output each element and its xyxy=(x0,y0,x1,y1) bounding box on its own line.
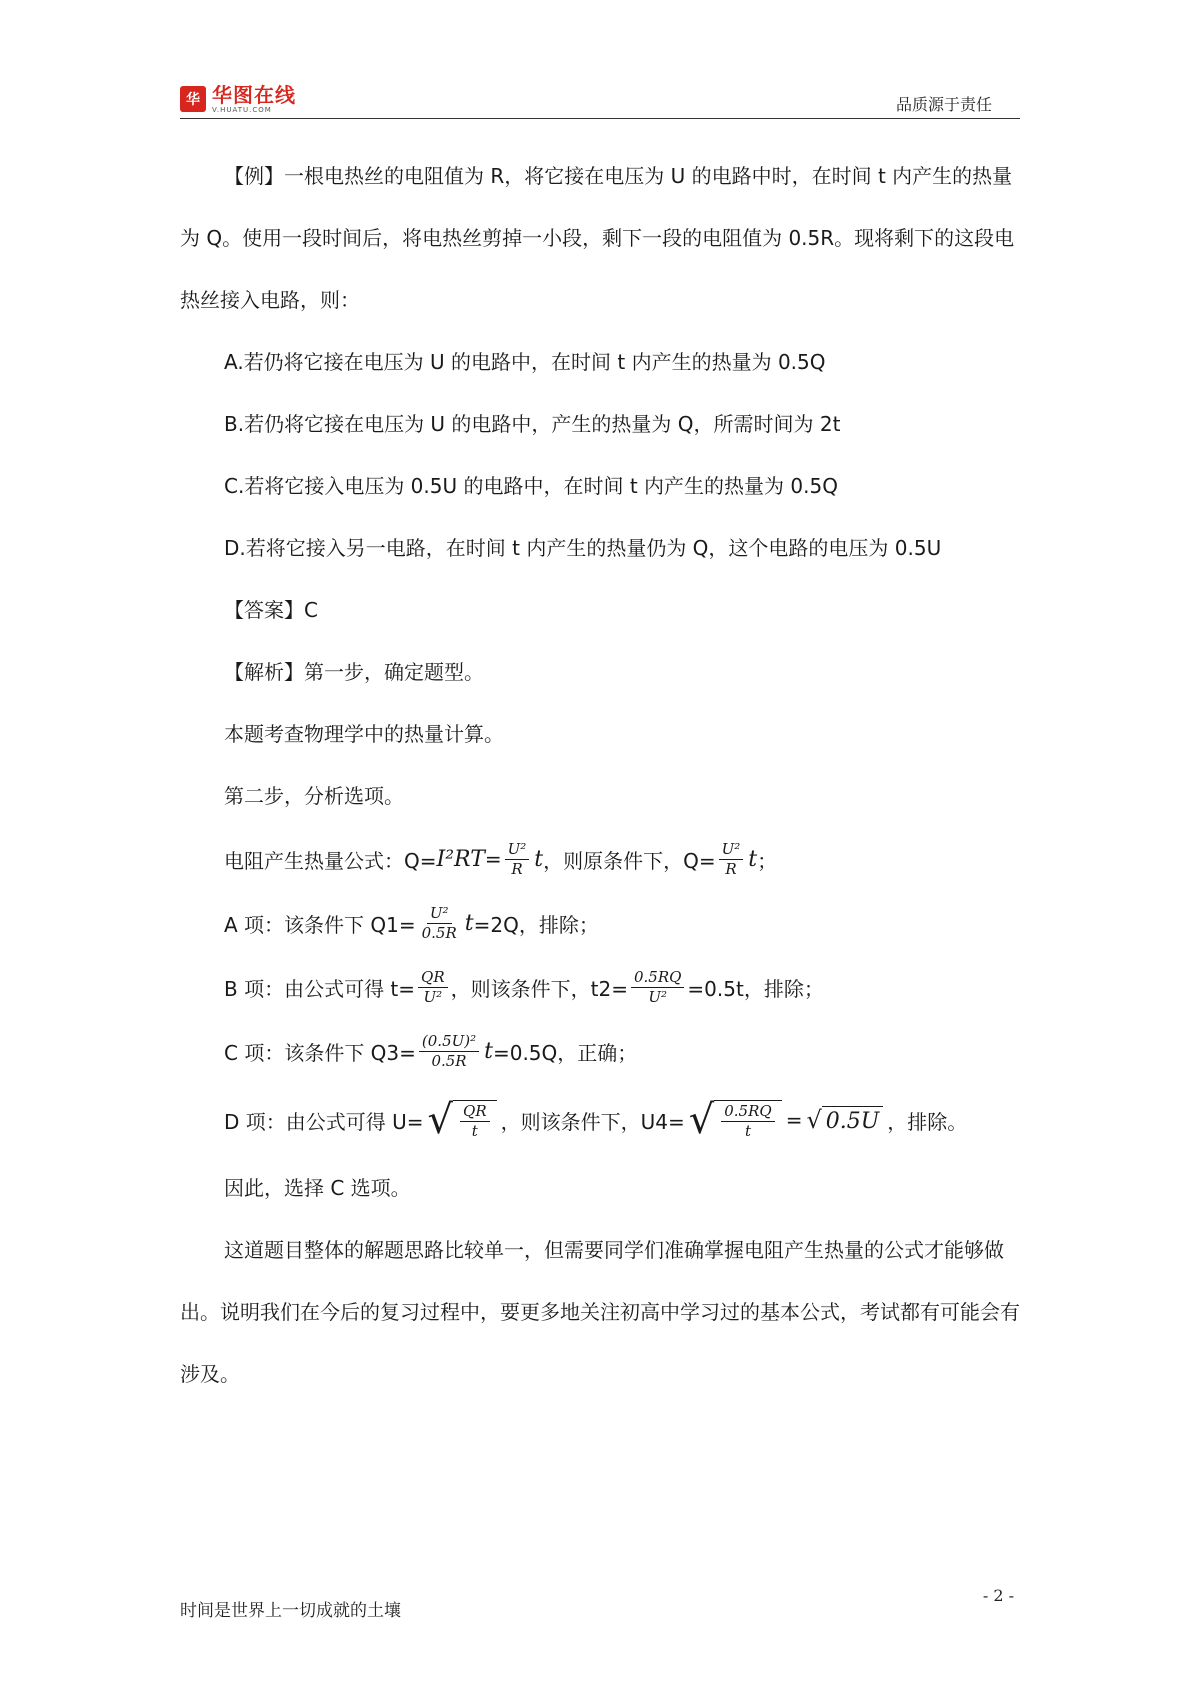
formula-text: C 项：该条件下 Q3= xyxy=(224,1040,416,1065)
logo-mark-icon: 华 xyxy=(180,86,206,112)
formula-text: = xyxy=(484,847,502,871)
formula-text: =0.5Q，正确； xyxy=(492,1040,638,1065)
option-a: A.若仍将它接在电压为 U 的电路中，在时间 t 内产生的热量为 0.5Q xyxy=(224,350,826,374)
formula-t: t xyxy=(534,846,544,872)
fraction: $\frac{0.5RQ}{t}$ xyxy=(721,1103,774,1140)
formula-heat xyxy=(180,827,1020,891)
footer-motto: 时间是世界上一切成就的土壤 xyxy=(180,1601,401,1621)
analysis-step1: 【解析】第一步，确定题型。 xyxy=(224,660,484,684)
analysis-step2: 第二步，分析选项。 xyxy=(224,784,404,808)
answer: 【答案】C xyxy=(224,598,318,622)
header-slogan: 品质源于责任 xyxy=(895,95,992,114)
square-root: √ 0.5U xyxy=(806,1106,883,1134)
fraction: $\frac{\text{(0.5U)²}}{0.5R}$ xyxy=(419,1033,479,1070)
fraction: $\frac{\text{U²}}{R}$ xyxy=(505,841,530,878)
formula-text: = xyxy=(785,1108,803,1132)
fraction: $\frac{0.5RQ}{\text{U²}}$ xyxy=(631,969,684,1006)
fraction: $\frac{QR}{t}$ xyxy=(460,1103,490,1140)
formula-option-d xyxy=(180,1083,1020,1157)
formula-text: 电阻产生热量公式：Q= xyxy=(224,848,437,873)
formula-text: ； xyxy=(757,848,778,873)
fraction: $\frac{QR}{\text{U²}}$ xyxy=(418,969,448,1006)
formula-t: t xyxy=(464,910,474,936)
option-d: D.若将它接入另一电路，在时间 t 内产生的热量仍为 Q，这个电路的电压为 0.5U xyxy=(224,536,942,560)
square-root xyxy=(689,1096,782,1144)
radical-sign-icon: √ xyxy=(427,1097,454,1143)
radical-sign-icon: √ xyxy=(688,1097,715,1143)
question-stem: 【例】一根电热丝的电阻值为 R，将它接在电压为 U 的电路中时，在时间 t 内产生的热量为 Q。使用一段时间后，将电热丝剪掉一小段，剩下一段的电阻值为 0.5R。现将剩下的这段电热丝接入电路，则： xyxy=(180,164,1015,312)
formula-i2rt: I²RT xyxy=(436,846,485,872)
formula-text: =2Q，排除； xyxy=(473,912,599,937)
formula-text: D 项：由公式可得 U= xyxy=(224,1109,424,1134)
formula-text: A 项：该条件下 Q1= xyxy=(224,912,416,937)
formula-text: ，排除。 xyxy=(887,1109,968,1134)
conclusion-summary: 这道题目整体的解题思路比较单一，但需要同学们准确掌握电阻产生热量的公式才能够做出。说明我们在今后的复习过程中，要更多地关注初高中学习过的基本公式，考试都有可能会有涉及。 xyxy=(180,1238,1020,1386)
huatu-logo xyxy=(180,84,296,114)
document-body xyxy=(180,145,1020,1405)
option-b: B.若仍将它接在电压为 U 的电路中，产生的热量为 Q，所需时间为 2t xyxy=(224,412,841,436)
fraction: $\frac{\text{U²}}{R}$ xyxy=(719,841,744,878)
formula-t: t xyxy=(748,846,758,872)
square-root xyxy=(428,1096,497,1144)
formula-text: ，则该条件下，U4= xyxy=(500,1109,685,1134)
page-number: - 2 - xyxy=(982,1586,1014,1605)
page-header xyxy=(180,78,1020,119)
formula-text: ，则该条件下，t2= xyxy=(450,976,628,1001)
conclusion-choice: 因此，选择 C 选项。 xyxy=(224,1176,411,1200)
formula-t: t xyxy=(484,1038,493,1064)
analysis-topic: 本题考查物理学中的热量计算。 xyxy=(224,722,504,746)
formula-option-a xyxy=(180,891,1020,955)
formula-option-c xyxy=(180,1019,1020,1083)
formula-text: B 项：由公式可得 t= xyxy=(224,976,416,1001)
formula-text: =0.5t，排除； xyxy=(687,976,824,1001)
option-c: C.若将它接入电压为 0.5U 的电路中，在时间 t 内产生的热量为 0.5Q xyxy=(224,474,838,498)
fraction: $\frac{\text{U²}}{0.5R}$ xyxy=(421,903,457,942)
logo-name: 华图在线 xyxy=(212,83,296,107)
logo-url: V.HUATU.COM xyxy=(212,106,272,114)
formula-text: ，则原条件下，Q= xyxy=(543,848,716,873)
formula-option-b xyxy=(180,955,1020,1019)
radical-sign-icon: √ xyxy=(806,1106,822,1134)
